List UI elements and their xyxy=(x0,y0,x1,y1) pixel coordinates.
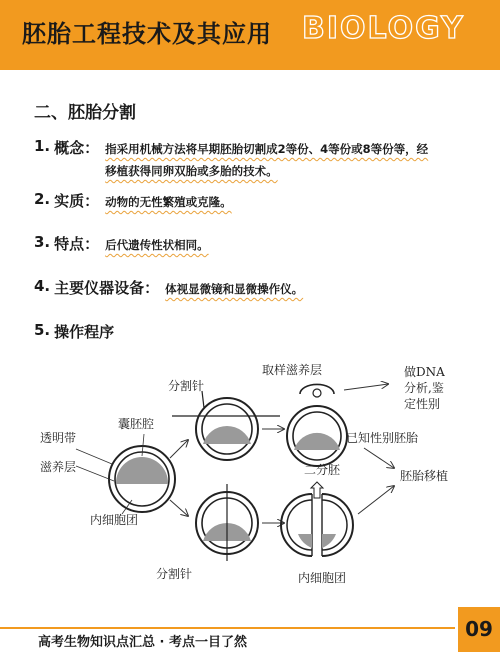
item-feature xyxy=(34,233,209,256)
label-two-halves: 二分胚 xyxy=(304,463,341,477)
section-title: 二、胚胎分割 xyxy=(34,103,136,123)
footer-text: 高考生物知识点汇总 · 考点一目了然 xyxy=(38,635,247,650)
blastocyst-top xyxy=(172,391,280,460)
label-icm-right: 内细胞团 xyxy=(298,571,347,585)
item-number: 5. xyxy=(34,321,51,339)
item-label: 主要仪器设备： xyxy=(54,279,160,297)
label-icm-left: 内细胞团 xyxy=(90,513,139,527)
label-dna-3: 定性别 xyxy=(404,397,441,411)
item-label: 操作程序 xyxy=(54,323,115,341)
label-transfer: 胚胎移植 xyxy=(400,469,449,483)
label-known-sex: 已知性别胚胎 xyxy=(346,431,419,445)
content-line: 后代遗传性状相同。 xyxy=(105,238,209,252)
embryo-splitting-diagram xyxy=(32,356,472,586)
blastocyst-sampled xyxy=(287,384,347,466)
header-banner xyxy=(0,0,500,70)
item-content xyxy=(105,191,232,213)
arrow-down xyxy=(170,500,188,516)
content-line: 体视显微镜和显微操作仪。 xyxy=(165,282,304,296)
content-line: 移植获得同卵双胎或多胎的技术。 xyxy=(105,164,278,178)
page-number: 09 xyxy=(458,607,500,652)
arrow-up xyxy=(170,440,188,458)
blastocyst-bottom xyxy=(196,484,258,561)
item-content xyxy=(105,234,209,256)
item-number: 2. xyxy=(34,190,51,208)
item-number: 4. xyxy=(34,277,51,295)
arrow-halves-to-transfer xyxy=(358,486,394,514)
label-zona: 透明带 xyxy=(40,431,77,445)
item-essence xyxy=(34,190,232,213)
label-trophoblast: 滋养层 xyxy=(40,460,77,474)
item-label: 概念： xyxy=(54,139,100,157)
footer xyxy=(0,609,500,652)
item-label: 实质： xyxy=(54,192,100,210)
item-content xyxy=(165,278,303,300)
leader-trophoblast xyxy=(76,466,114,481)
leader-zona xyxy=(76,449,112,464)
content-line: 指采用机械方法将早期胚胎切割成2等份、4等份或8等份等，经 xyxy=(105,142,429,156)
split-halves xyxy=(281,482,353,556)
label-dna-2: 分析,鉴 xyxy=(404,381,444,395)
item-number: 3. xyxy=(34,233,51,251)
label-dna-1: 做DNA xyxy=(404,365,445,379)
item-number: 1. xyxy=(34,137,51,155)
subject-watermark: BIOLOGY xyxy=(302,11,465,46)
page-title: 胚胎工程技术及其应用 xyxy=(22,20,272,48)
arrow-to-dna xyxy=(344,384,388,390)
label-needle-top: 分割针 xyxy=(168,379,205,393)
content-line: 动物的无性繁殖或克隆。 xyxy=(105,195,232,209)
label-blastocoel: 囊胚腔 xyxy=(118,417,155,431)
item-equipment xyxy=(34,277,303,300)
item-content xyxy=(105,138,428,182)
label-sample-trophoblast: 取样滋养层 xyxy=(262,363,323,377)
item-concept xyxy=(34,137,428,182)
item-label: 特点： xyxy=(54,235,100,253)
label-needle-bottom: 分割针 xyxy=(156,567,193,581)
arrow-sex-to-transfer xyxy=(364,448,394,468)
footer-divider xyxy=(0,627,455,629)
item-procedure xyxy=(34,321,114,342)
